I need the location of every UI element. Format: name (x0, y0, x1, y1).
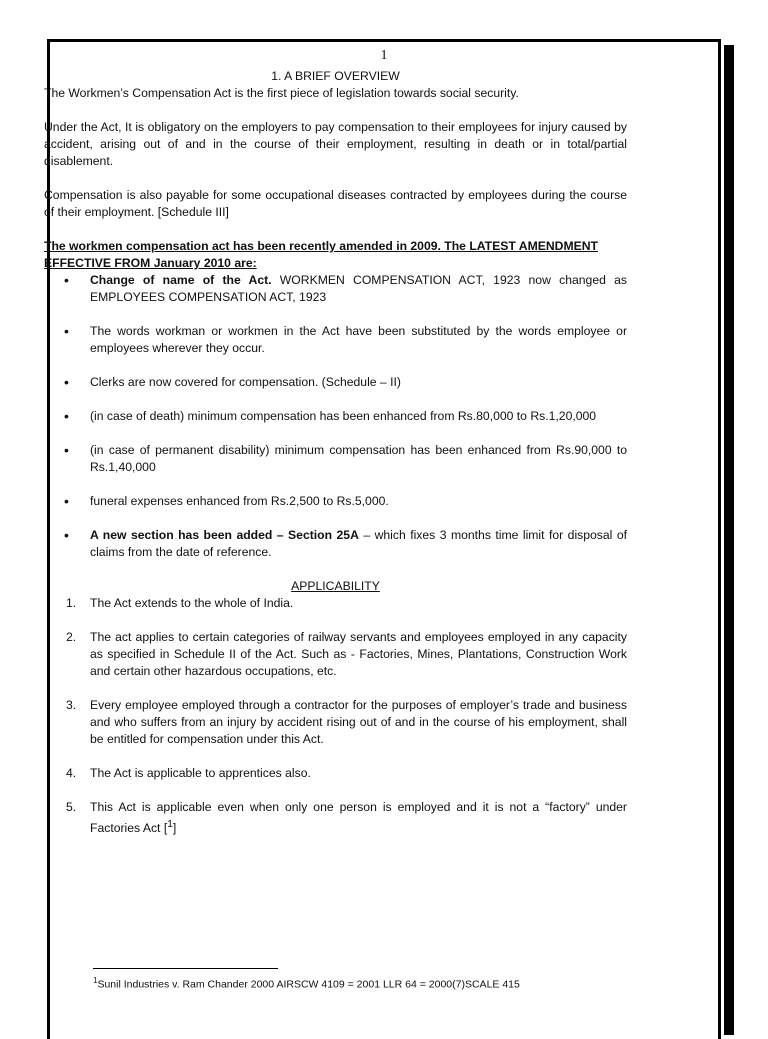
section-title: 1. A BRIEF OVERVIEW (271, 69, 400, 83)
applicability-list (44, 595, 627, 837)
list-item: • (in case of death) minimum compensation has been enhanced from Rs.80,000 to Rs.1,20,000 (64, 408, 597, 424)
intro-paragraph: The Workmen’s Compensation Act is the first piece of legislation towards social security. (44, 86, 519, 100)
obligation-paragraph: Under the Act, It is obligatory on the employers to pay compensation to their employees for injury caused by accident, arising out of and in the course of their employment, resulting in death or in total/partial disablement. (44, 120, 627, 168)
footnote-divider (93, 968, 278, 969)
list-item: • A new section has been added – Section 25A – which fixes 3 months time limit for disposal of claims from the date of reference. (64, 527, 628, 559)
page-shadow-right (724, 45, 734, 1035)
footnote-reference[interactable]: 1 (167, 819, 173, 830)
list-item: • funeral expenses enhanced from Rs.2,500 to Rs.5,000. (64, 493, 389, 509)
list-item: • The words workman or workmen in the Act have been substituted by the words employee or employees wherever they occur. (64, 323, 627, 355)
occupational-paragraph: Compensation is also payable for some occupational diseases contracted by employees during the course of their employment. [Schedule III] (44, 188, 627, 219)
list-item: • (in case of permanent disability) minimum compensation has been enhanced from Rs.90,000 to Rs.1,40,000 (64, 442, 627, 474)
amendment-list (44, 272, 627, 561)
page-number: 1 (380, 48, 388, 63)
list-item: 3. Every employee employed through a contractor for the purposes of employer’s trade and business and who suffers from an injury by accident rising out of and in the course of his employment, shall be entitled for compensation under this Act. (66, 698, 627, 746)
list-item: 1. The Act extends to the whole of India. (66, 596, 294, 610)
document-body (44, 68, 627, 837)
list-item: 2. The act applies to certain categories of railway servants and employees employed in any capacity as specified in Schedule II of the Act. Such as - Factories, Mines, Plantations, Construction Work and certain other hazardous occupations, etc. (66, 630, 627, 678)
list-item: 4. The Act is applicable to apprentices also. (66, 766, 311, 780)
list-item: 5. This Act is applicable even when only one person is employed and it is not a “factory” under Factories Act [$^1$] (66, 800, 627, 836)
applicability-heading: APPLICABILITY (291, 579, 380, 593)
list-item: • Change of name of the Act. WORKMEN COMPENSATION ACT, 1923 now changed as EMPLOYEES COMPENSATION ACT, 1923 (64, 272, 627, 304)
list-item: • Clerks are now covered for compensation. (Schedule – II) (64, 374, 401, 390)
footnote: $^1$Sunil Industries v. Ram Chander 2000 AIRSCW 4109 = 2001 LLR 64 = 2000(7)SCALE 415 (93, 976, 520, 991)
amendment-heading: The workmen compensation act has been recently amended in 2009. The LATEST AMENDMENT EFFECTIVE FROM January 2010 are: (44, 239, 598, 270)
